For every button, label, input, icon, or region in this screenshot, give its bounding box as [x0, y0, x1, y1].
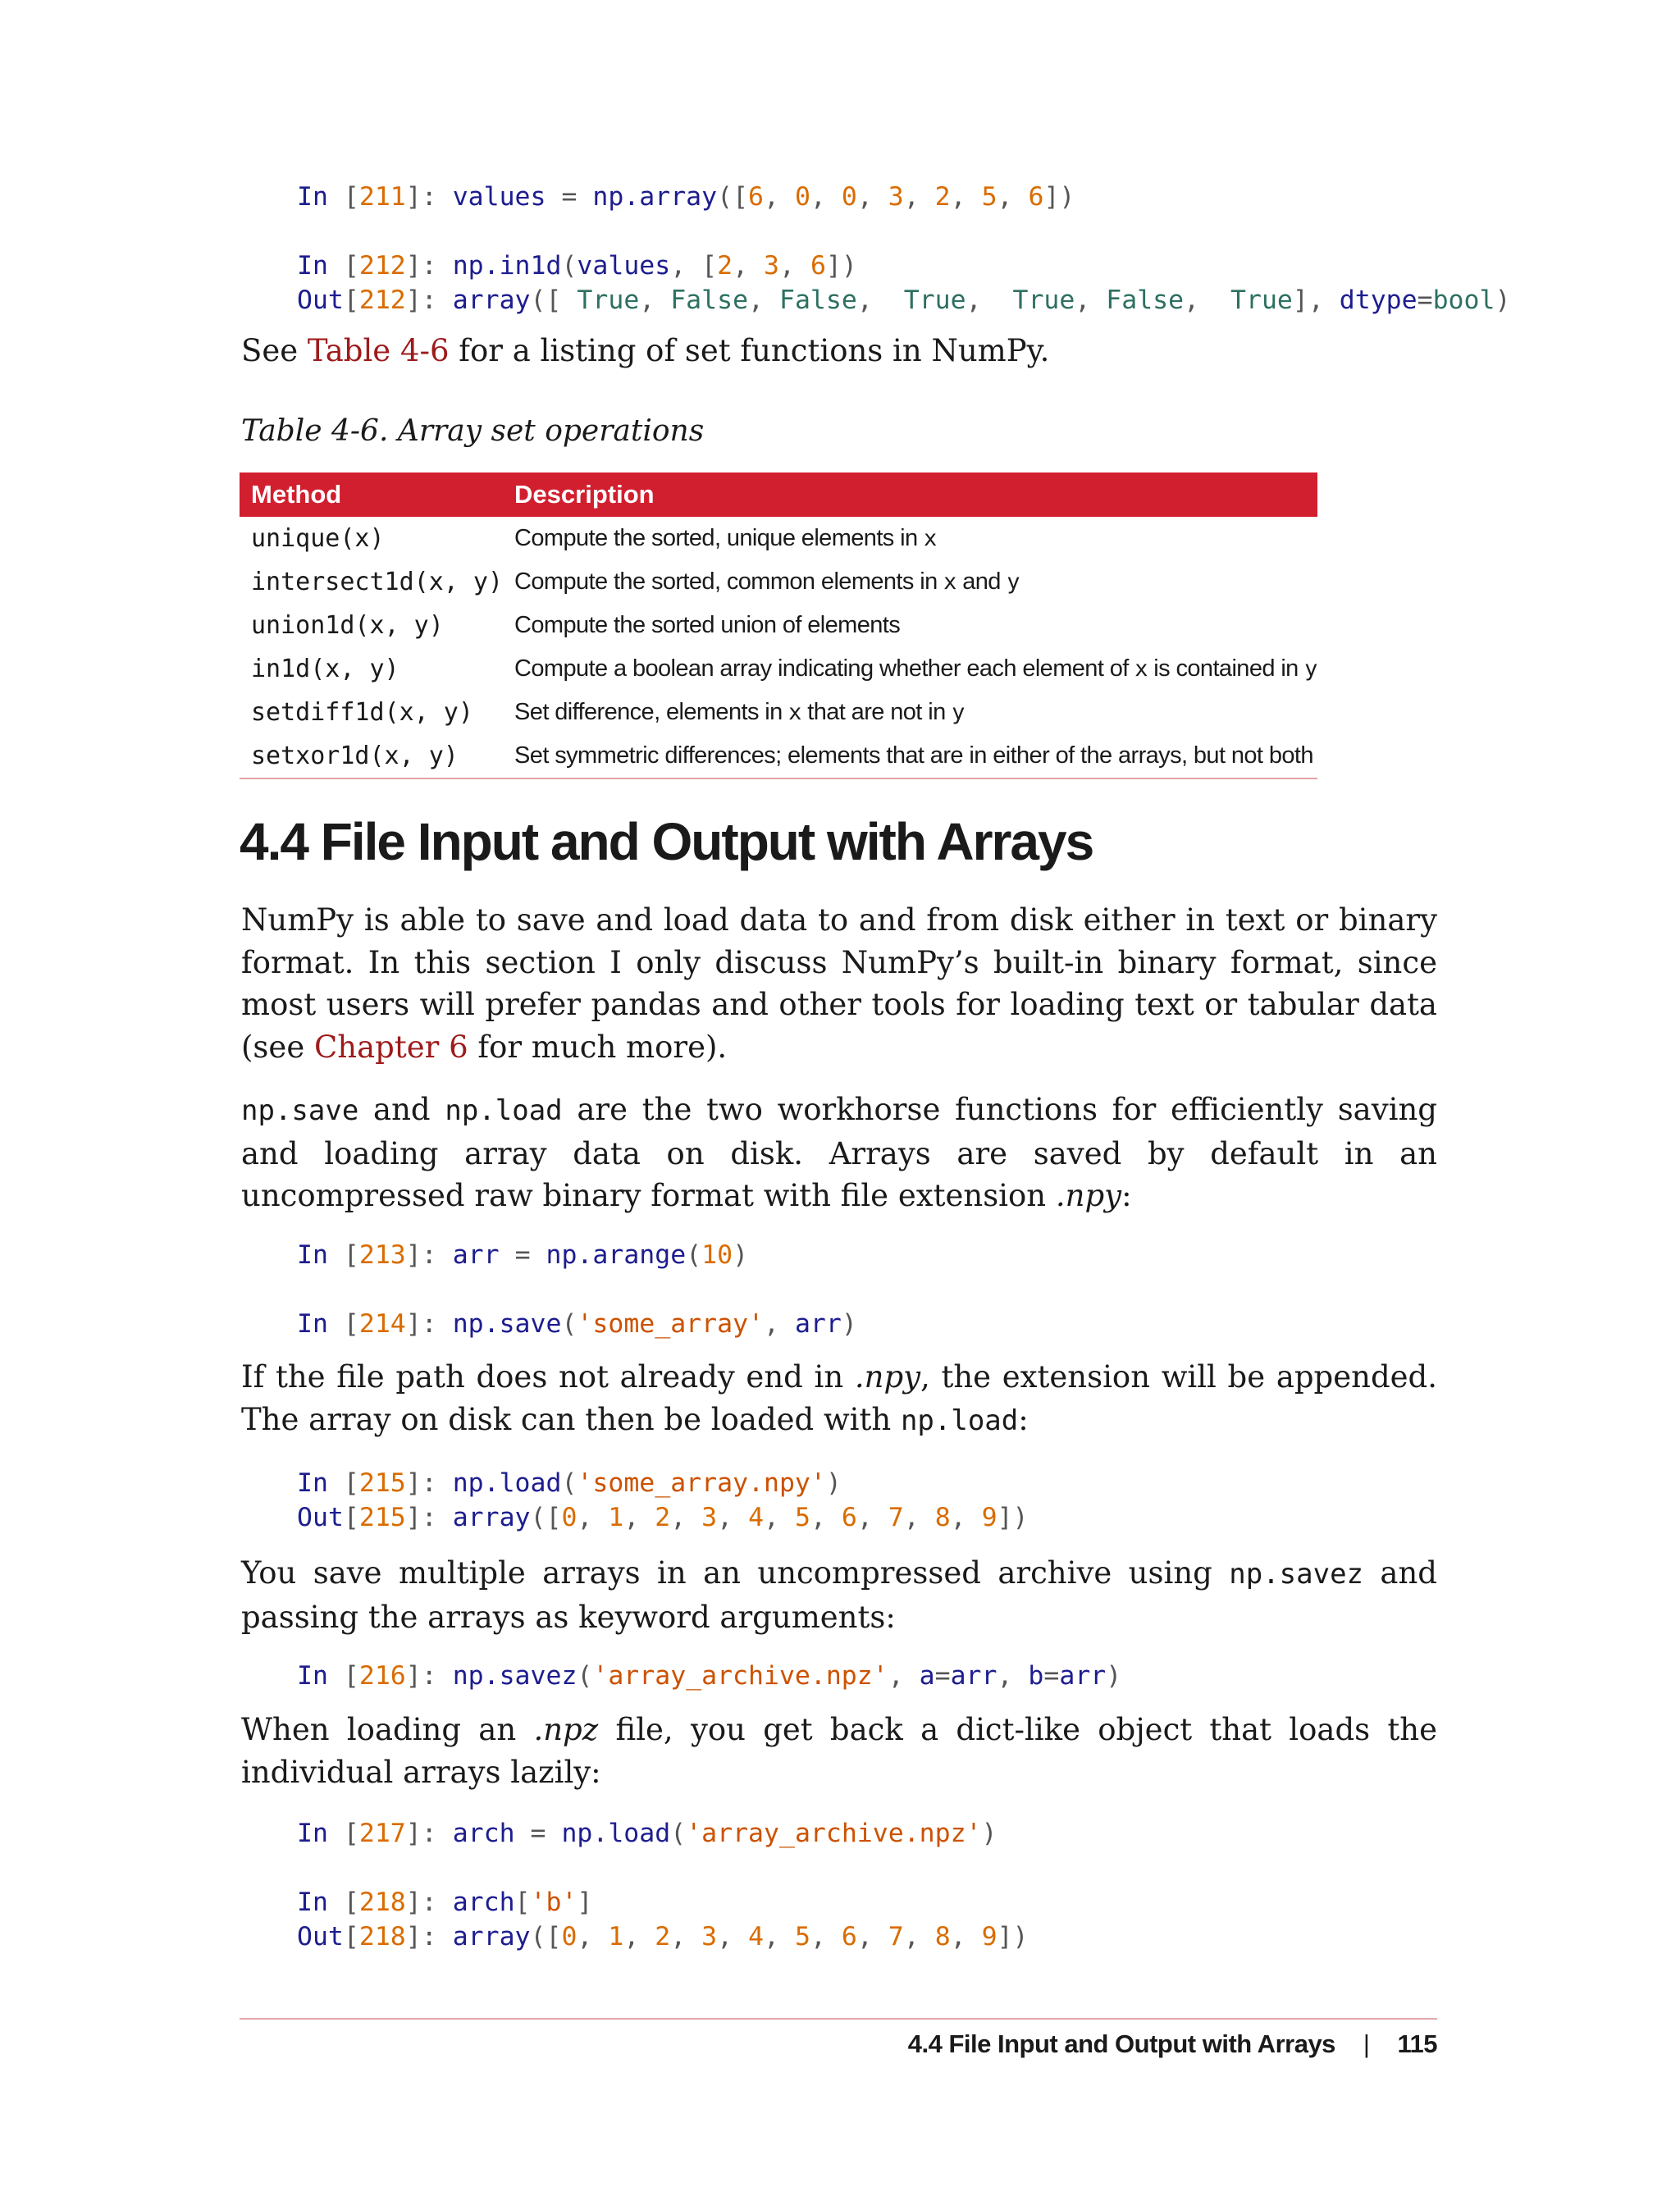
- method-cell: setdiff1d(x, y): [251, 698, 473, 727]
- paragraph-intro: NumPy is able to save and load data to and from disk either in text or binary format. In this section I only discuss NumPy’s built-in binary format, since most users will prefer pandas and other tools for loading text or tabular data (see Chapter 6 for much more).: [241, 902, 1437, 1065]
- method-cell: union1d(x, y): [251, 611, 444, 640]
- code-number: 6: [810, 251, 826, 281]
- method-cell: in1d(x, y): [251, 655, 399, 683]
- code-line-218-in: In [218]: arch['b']: [297, 1888, 593, 1917]
- code-boolean: True: [903, 285, 966, 315]
- description-cell: Compute the sorted, unique elements in x: [514, 525, 937, 551]
- code-prompt: In: [297, 251, 328, 281]
- code-line-215-out: Out[215]: array([0, 1, 2, 3, 4, 5, 6, 7, 8, 9]): [297, 1503, 1029, 1532]
- page-number: 115: [1397, 2029, 1437, 2058]
- footer-separator: |: [1363, 2029, 1370, 2058]
- description-cell: Compute the sorted union of elements: [514, 612, 901, 638]
- table-header-row: [240, 472, 1317, 517]
- code-number: 0: [841, 182, 857, 212]
- inline-code: np.load: [900, 1404, 1019, 1437]
- method-cell: intersect1d(x, y): [251, 568, 504, 596]
- set-operations-table: [240, 472, 1317, 779]
- chapter-link[interactable]: Chapter 6: [313, 1029, 468, 1065]
- code-block-npz-load: [297, 1816, 1029, 1954]
- code-boolean: True: [1230, 285, 1293, 315]
- column-header-method: Method: [240, 472, 503, 517]
- code-line-211: In [211]: values = np.array([6, 0, 0, 3, 2, 5, 6]): [297, 182, 1075, 212]
- inline-code: np.load: [445, 1094, 563, 1127]
- description-cell: Set difference, elements in x that are not in y: [514, 699, 965, 725]
- paragraph-path: If the file path does not already end in .npy, the extension will be appended. The array on disk can then be loaded with np.load:: [241, 1359, 1437, 1437]
- method-cell: unique(x): [251, 524, 385, 553]
- description-cell: Set symmetric differences; elements that are in either of the arrays, but not both: [503, 734, 1317, 778]
- table-row: [240, 517, 1317, 560]
- paragraph-npz: When loading an .npz file, you get back a dict-like object that loads the individual arrays lazily:: [241, 1712, 1438, 1790]
- code-line-216: In [216]: np.savez('array_archive.npz', a=arr, b=arr): [297, 1661, 1122, 1691]
- code-number: 3: [888, 182, 904, 212]
- code-block-load: [297, 1466, 1029, 1535]
- code-function: np.array: [592, 182, 718, 212]
- code-block-savez: [297, 1659, 1121, 1693]
- table-row: [240, 560, 1317, 604]
- code-boolean: False: [670, 285, 749, 315]
- code-line-215-in: In [215]: np.load('some_array.npy'): [297, 1468, 842, 1498]
- code-number: 3: [764, 251, 779, 281]
- code-line-217: In [217]: arch = np.load('array_archive.npz'): [297, 1819, 998, 1848]
- footer-section-title: 4.4 File Input and Output with Arrays: [907, 2029, 1335, 2058]
- code-boolean: bool: [1432, 285, 1495, 315]
- code-number: 0: [794, 182, 810, 212]
- code-boolean: True: [577, 285, 640, 315]
- code-number: 2: [717, 251, 733, 281]
- code-function: np.in1d: [452, 251, 562, 281]
- code-block-in1d: [297, 180, 1510, 317]
- table-link[interactable]: Table 4-6: [307, 333, 450, 368]
- code-boolean: True: [1012, 285, 1075, 315]
- table-row: [240, 604, 1317, 647]
- code-keyword-arg: dtype: [1339, 285, 1418, 315]
- table-row: [240, 647, 1317, 691]
- method-cell: setxor1d(x, y): [240, 734, 503, 778]
- code-line-218-out: Out[218]: array([0, 1, 2, 3, 4, 5, 6, 7, 8, 9]): [297, 1922, 1029, 1952]
- inline-code: np.save: [241, 1094, 359, 1127]
- footer-divider: [240, 2018, 1437, 2020]
- section-heading: 4.4 File Input and Output with Arrays: [240, 812, 1093, 871]
- paragraph-workhorse: np.save and np.load are the two workhorse functions for efficiently saving and loading array data on disk. Arrays are saved by default in an uncompressed raw binary format with file extension .npy:: [241, 1092, 1437, 1213]
- code-prompt-number: 211: [358, 182, 406, 212]
- code-number: 6: [748, 182, 765, 212]
- table-row: [240, 734, 1317, 778]
- code-variable: values: [577, 251, 671, 281]
- code-line-212-in: In [212]: np.in1d(values, [2, 3, 6]): [297, 251, 857, 281]
- code-prompt: Out: [297, 285, 344, 315]
- code-block-save: [297, 1238, 857, 1341]
- page-footer: [908, 2026, 1437, 2062]
- description-cell: Compute the sorted, common elements in x and y: [514, 568, 1020, 595]
- code-number: 6: [1028, 182, 1044, 212]
- code-prompt-number: 212: [358, 251, 406, 281]
- inline-code: np.savez: [1229, 1558, 1364, 1591]
- code-prompt-number: 212: [358, 285, 406, 315]
- code-boolean: False: [778, 285, 857, 315]
- code-function: array: [452, 285, 531, 315]
- paragraph-savez: You save multiple arrays in an uncompressed archive using np.savez and passing the arrays as keyword arguments:: [241, 1555, 1437, 1635]
- column-header-description: Description: [503, 472, 1317, 517]
- code-line-212-out: Out[212]: array([ True, False, False, True, True, False, True], dtype=bool): [297, 285, 1511, 315]
- code-number: 5: [981, 182, 998, 212]
- description-cell: Compute a boolean array indicating whether each element of x is contained in y: [514, 655, 1317, 682]
- code-prompt: In: [297, 182, 328, 212]
- paragraph-see-table: See Table 4-6 for a listing of set functions in NumPy.: [241, 333, 1050, 368]
- table-caption: Table 4-6. Array set operations: [241, 414, 705, 448]
- table-row: [240, 691, 1317, 734]
- code-variable: values: [452, 182, 546, 212]
- code-number: 2: [934, 182, 951, 212]
- code-line-213: In [213]: arr = np.arange(10): [297, 1240, 749, 1270]
- code-line-214: In [214]: np.save('some_array', arr): [297, 1309, 857, 1339]
- code-boolean: False: [1106, 285, 1185, 315]
